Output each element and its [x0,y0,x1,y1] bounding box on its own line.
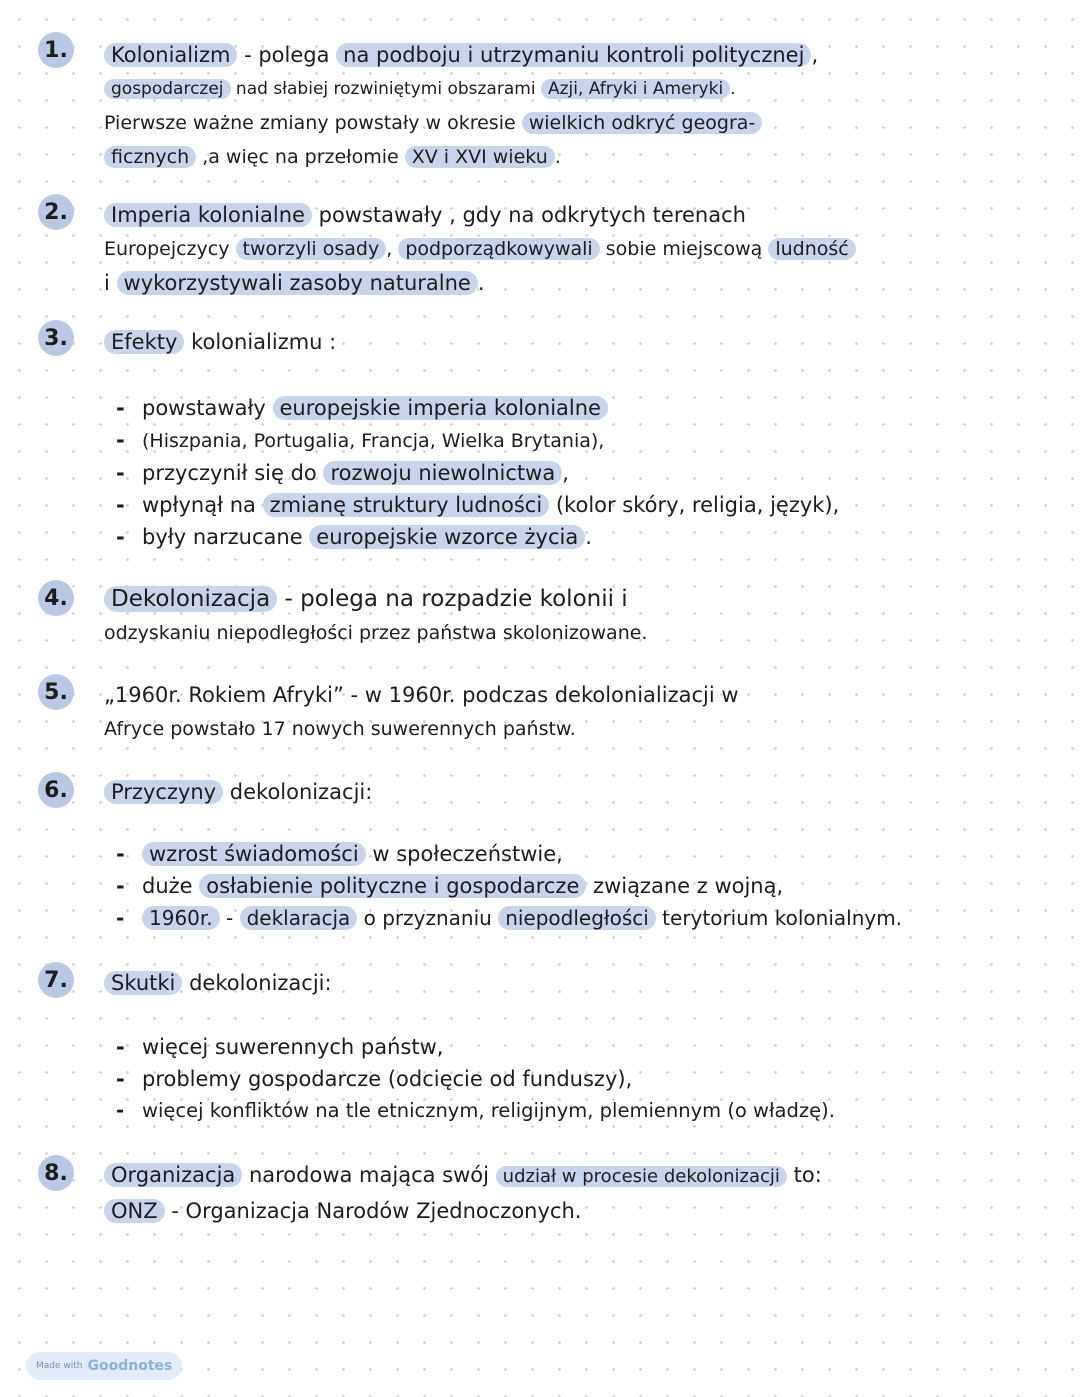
text: - [219,906,240,930]
list-item [112,521,1050,553]
text: terytorium kolonialnym. [655,906,903,930]
text-line [104,38,1040,72]
skutki-list [112,1031,1050,1127]
highlight-term: osłabienie polityczne i gospodarcze [199,874,586,898]
list-item [112,1063,1050,1095]
list-item [112,1031,1050,1063]
section-przyczyny-heading [104,775,1040,809]
text-line [104,582,1040,616]
highlight-term: Przyczyny [104,780,223,804]
section-skutki-heading [104,966,1040,1000]
text: o przyznaniu [357,906,499,930]
highlight-term: deklaracja [240,906,358,930]
text: to: [786,1163,822,1187]
text: (Hiszpania, Portugalia, Francja, Wielka Brytania), [142,430,605,452]
text: - polega na rozpadzie kolonii i [277,586,628,612]
text: Pierwsze ważne zmiany powstały w okresie [104,112,522,134]
text-line [104,198,1040,232]
text: nad słabiej rozwiniętymi obszarami [230,79,541,99]
text-line [104,140,1040,174]
text: były narzucane [142,525,310,549]
list-item [112,1095,1050,1127]
highlight-term: wykorzystywali zasoby naturalne [117,271,478,295]
text: , [811,43,819,67]
highlight-term: ficznych [104,146,196,168]
text: i [104,271,117,295]
text: sobie miejscową [599,238,769,260]
goodnotes-badge [26,1352,182,1380]
highlight-term: zmianę struktury ludności [263,493,550,517]
highlight-term: Azji, Afryki i Ameryki [541,79,730,99]
text-line [104,232,1040,266]
section-kolonializm [104,38,1040,174]
text-line [104,1158,1040,1194]
text: przyczynił się do [142,461,324,485]
list-item-continuation [112,424,1050,457]
text: więcej konfliktów na tle etnicznym, religijnym, plemiennym (o władzę). [142,1099,835,1122]
text: narodowa mająca swój [242,1163,496,1187]
highlight-term: ludność [768,238,855,260]
highlight-term: europejskie imperia kolonialne [273,396,608,420]
text: . [554,146,561,168]
highlight-term: Imperia kolonialne [104,203,312,227]
text: związane z wojną, [586,874,784,898]
section-efekty-heading [104,325,1040,359]
highlight-term: podporządkowywali [398,238,599,260]
list-item [112,838,1050,870]
text: wpłynął na [142,493,263,517]
section-dekolonizacja [104,582,1040,650]
text-line [104,106,1040,140]
text: kolonializmu : [184,330,337,354]
goodnotes-logo: Goodnotes [87,1358,173,1374]
text: dekolonizacji: [223,780,373,804]
text: w społeczeństwie, [365,842,563,866]
text-line [104,712,1040,746]
highlight-term: Skutki [104,971,182,995]
text: „1960r. Rokiem Afryki” - w 1960r. podczas dekolonializacji w [104,683,739,707]
text: ,a więc na przełomie [196,146,405,168]
text: , [562,461,569,485]
highlight-term: Kolonializm [104,43,237,67]
made-with-label: Made with [36,1361,83,1371]
text: powstawały [142,396,273,420]
item-number-8: 8. [38,1155,74,1191]
text: , [386,238,399,260]
highlight-term: XV i XVI wieku [405,146,555,168]
text: odzyskaniu niepodległości przez państwa skolonizowane. [104,622,648,644]
heading-line [104,775,1040,809]
highlight-term: wzrost świadomości [142,842,366,866]
highlight-term: udział w procesie dekolonizacji [496,1166,787,1187]
highlight-term: 1960r. [142,906,220,930]
item-number-2: 2. [38,194,74,230]
list-item [112,457,1050,489]
efekty-list [112,392,1050,553]
text-line [104,1194,1040,1228]
highlight-term: niepodległości [498,906,656,930]
list-item [112,902,1050,934]
text-line [104,678,1040,712]
text: Afryce powstało 17 nowych suwerennych państw. [104,718,576,740]
item-number-3: 3. [38,320,74,356]
text: (kolor skóry, religia, język), [549,493,840,517]
section-rok-afryki [104,678,1040,746]
text: więcej suwerennych państw, [142,1035,444,1059]
text-line [104,266,1040,300]
list-item [112,489,1050,521]
text: - polega [237,43,337,67]
item-number-7: 7. [38,962,74,998]
text: . [477,271,485,295]
text: powstawały , gdy na odkrytych terenach [311,203,746,227]
text: . [585,525,592,549]
heading-line [104,325,1040,359]
text: . [730,79,736,99]
text: Europejczycy [104,238,236,260]
text: - Organizacja Narodów Zjednoczonych. [164,1199,582,1223]
text: dekolonizacji: [182,971,332,995]
item-number-1: 1. [38,32,74,68]
highlight-term: wielkich odkryć geogra- [522,112,763,134]
heading-line [104,966,1040,1000]
item-number-4: 4. [38,580,74,616]
highlight-term: tworzyli osady [236,238,387,260]
highlight-term: gospodarczej [104,79,231,99]
highlight-term: rozwoju niewolnictwa [323,461,562,485]
highlight-term: Organizacja [104,1163,242,1187]
section-onz [104,1158,1040,1228]
section-imperia [104,198,1040,300]
highlight-term: na podboju i utrzymaniu kontroli politycznej [336,43,811,67]
text-line [104,72,1040,106]
przyczyny-list [112,838,1050,934]
highlight-term: ONZ [104,1199,165,1223]
text: problemy gospodarcze (odcięcie od funduszy), [142,1067,633,1091]
list-item [112,392,1050,424]
item-number-5: 5. [38,674,74,710]
item-number-6: 6. [38,772,74,808]
text-line [104,616,1040,650]
highlight-term: europejskie wzorce życia [309,525,585,549]
text: duże [142,874,200,898]
highlight-term: Dekolonizacja [104,586,277,612]
list-item [112,870,1050,902]
highlight-term: Efekty [104,330,184,354]
